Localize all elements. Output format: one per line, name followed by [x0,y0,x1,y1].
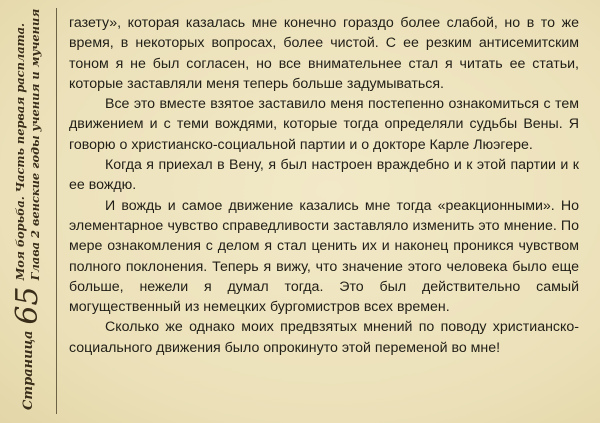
page-sidebar [7,8,49,410]
paragraph: И вождь и самое движение казались мне тогда «реакционными». Но элементарное чувство справедливости заставляло изменить это мнение. По мере ознакомления с делом я стал ценить их и наконец проникся чувством полного поклонения. Теперь я вижу, что значение этого человека было еще больше, нежели я думал тогда. Это был действительно самый могущественный из немецких бургомистров всех времен. [69,197,579,316]
body-text [69,13,579,358]
book-part-title: Моя борьба. Часть первая расплата. [13,23,27,281]
margin-rule [56,8,57,414]
chapter-title: Глава 2 венские годы учения и мучения [28,8,42,281]
paragraph: Сколько же однако моих предвзятых мнений по поводу христианско-социального движения было опрокинуто этой переменой во мне! [69,319,579,356]
page-number: 65 [10,286,45,325]
paragraph: газету», которая казалась мне конечно гораздо более слабой, но в то же время, в некоторых вопросах, более чистой. С ее резким антисемитским тоном я не был согласен, но все внимательнее стал я читать ее статьи, которые заставляли меня теперь больше задумываться. [69,15,579,92]
page-word: Страница [20,330,36,410]
paragraph: Все это вместе взятое заставило меня постепенно ознакомиться с тем движением и с теми вождями, которые тогда определяли судьбы Вены. Я говорю о христианско-социальной партии и о докторе Карле Люэгере. [69,96,579,153]
running-header [13,9,43,281]
paragraph: Когда я приехал в Вену, я был настроен враждебно и к этой партии и к ее вождю. [69,157,579,194]
